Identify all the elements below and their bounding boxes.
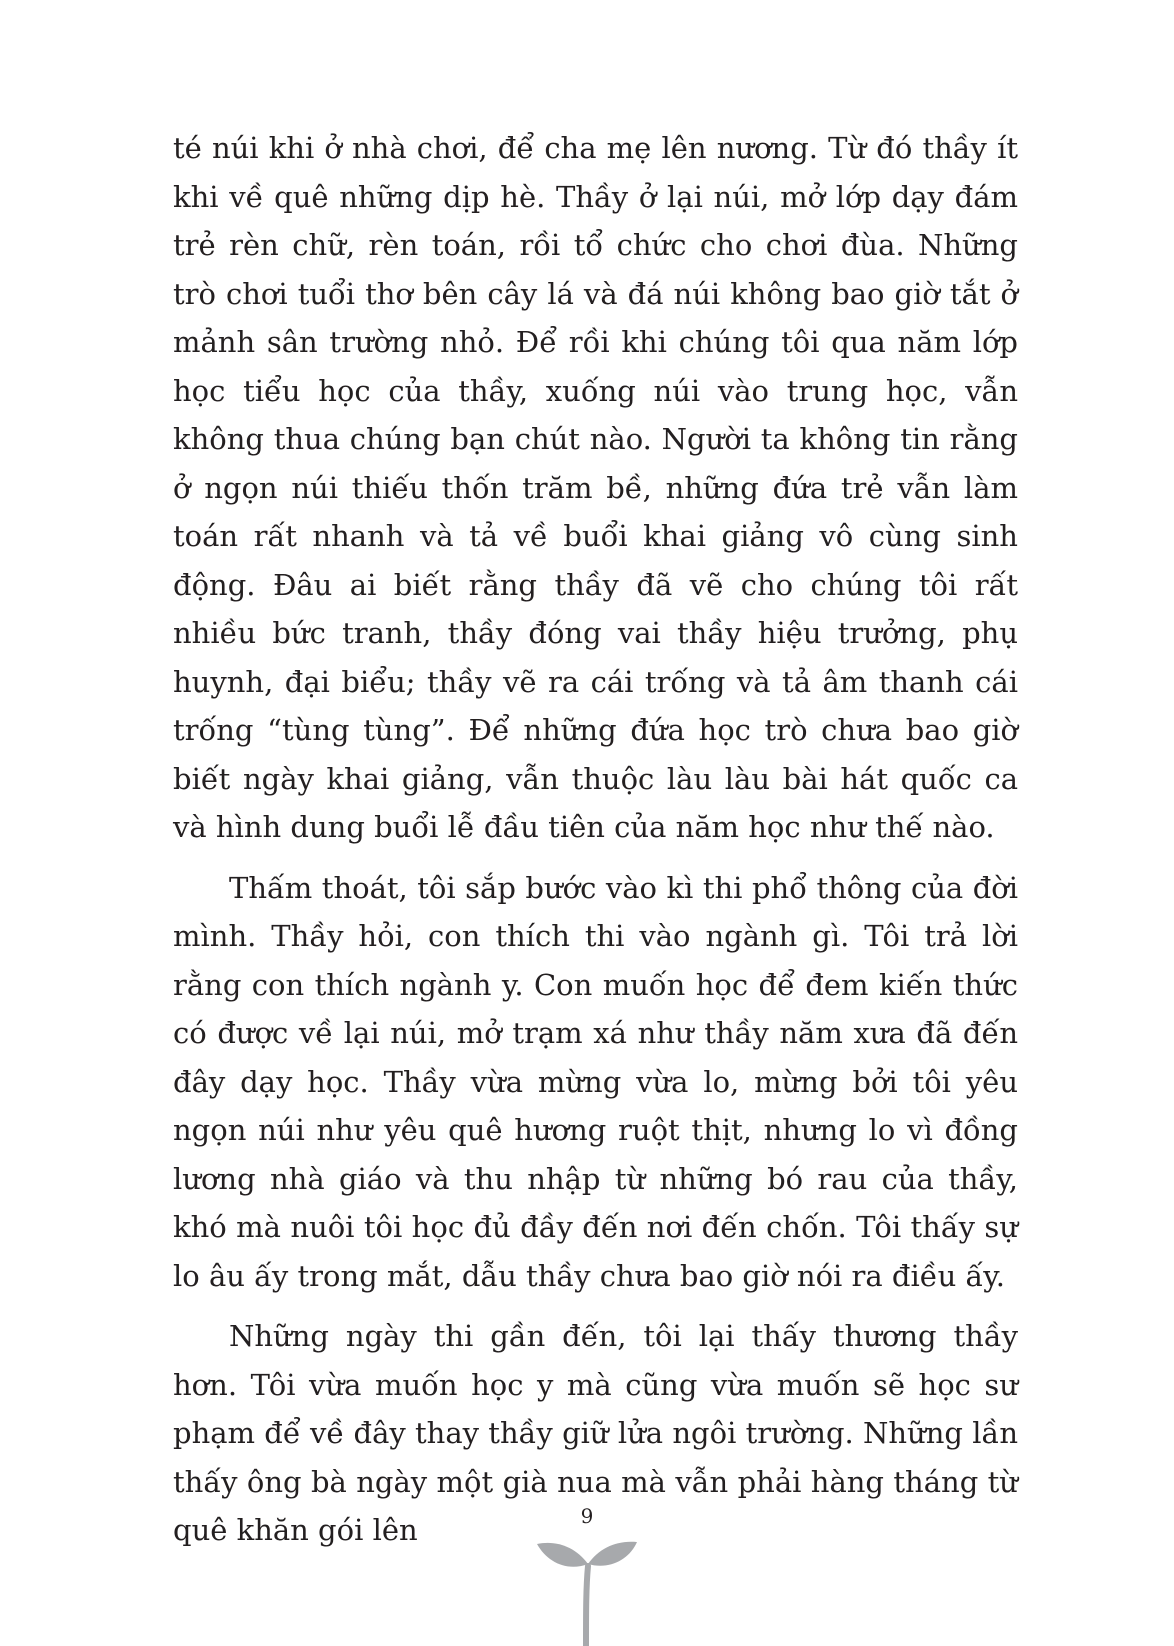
sprout-icon xyxy=(537,1532,637,1646)
sprout-right-leaf xyxy=(588,1542,637,1566)
sprout-stem xyxy=(586,1566,588,1646)
paragraph-3: Những ngày thi gần đến, tôi lại thấy thương thầy hơn. Tôi vừa muốn học y mà cũng vừa muốn sẽ học sư phạm để về đây thay thầy giữ lửa ngôi trường. Những lần thấy ông bà ngày một già nua mà vẫn phải hàng tháng từ quê khăn gói lên xyxy=(173,1319,1018,1547)
sprout-left-leaf xyxy=(537,1543,588,1567)
paragraph-1: té núi khi ở nhà chơi, để cha mẹ lên nương. Từ đó thầy ít khi về quê những dịp hè. Thầy ở lại núi, mở lớp dạy đám trẻ rèn chữ, rèn toán, rồi tổ chức cho chơi đùa. Những trò chơi tuổi thơ bên cây lá và đá núi không bao giờ tắt ở mảnh sân trường nhỏ. Để rồi khi chúng tôi qua năm lớp học tiểu học của thầy, xuống núi vào trung học, vẫn không thua chúng bạn chút nào. Người ta không tin rằng ở ngọn núi thiếu thốn trăm bề, những đứa trẻ vẫn làm toán rất nhanh và tả về buổi khai giảng vô cùng sinh động. Đâu ai biết rằng thầy đã vẽ cho chúng tôi rất nhiều bức tranh, thầy đóng vai thầy hiệu trưởng, phụ huynh, đại biểu; thầy vẽ ra cái trống và tả âm thanh cái trống “tùng tùng”. Để những đứa học trò chưa bao giờ biết ngày khai giảng, vẫn thuộc làu làu bài hát quốc ca và hình dung buổi lễ đầu tiên của năm học như thế nào. xyxy=(173,131,1018,844)
paragraph-2: Thấm thoát, tôi sắp bước vào kì thi phổ thông của đời mình. Thầy hỏi, con thích thi vào ngành gì. Tôi trả lời rằng con thích ngành y. Con muốn học để đem kiến thức có được về lại núi, mở trạm xá như thầy năm xưa đã đến đây dạy học. Thầy vừa mừng vừa lo, mừng bởi tôi yêu ngọn núi như yêu quê hương ruột thịt, nhưng lo vì đồng lương nhà giáo và thu nhập từ những bó rau của thầy, khó mà nuôi tôi học đủ đầy đến nơi đến chốn. Tôi thấy sự lo âu ấy trong mắt, dẫu thầy chưa bao giờ nói ra điều ấy. xyxy=(173,870,1018,1293)
page-number: 9 xyxy=(580,1504,594,1528)
body-text xyxy=(173,124,1018,1567)
